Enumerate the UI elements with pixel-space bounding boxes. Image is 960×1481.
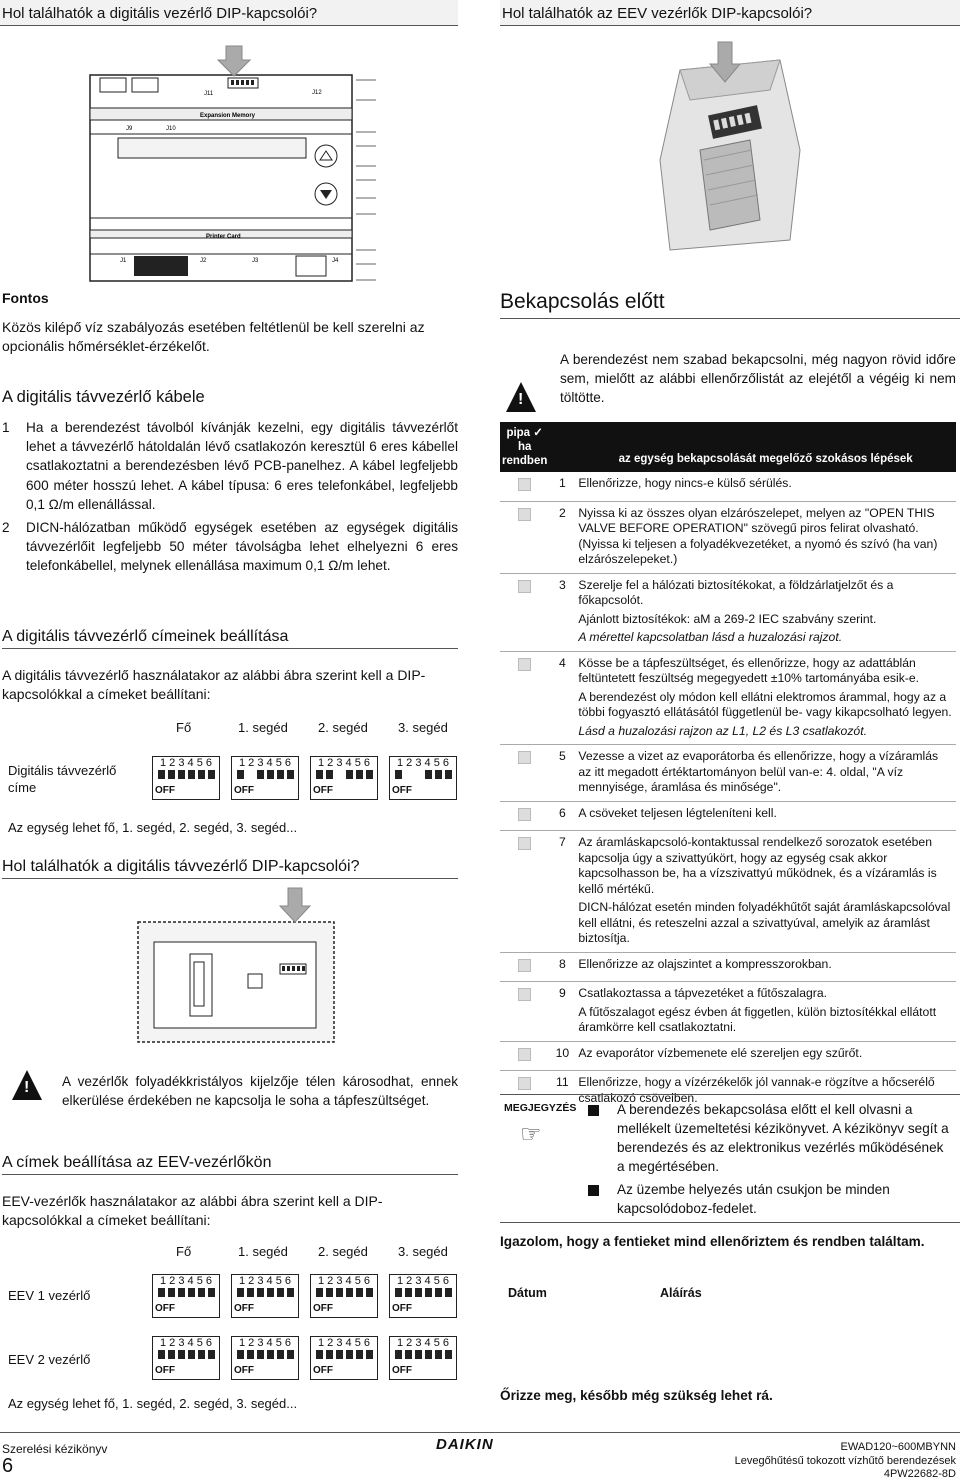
col2-fo: Fő: [176, 1244, 192, 1259]
j4-label: J4: [332, 258, 339, 264]
note-hand-icon: ☞: [520, 1121, 542, 1148]
step-4-checkbox[interactable]: [518, 658, 531, 671]
keep-text: Őrizze meg, később még szükség lehet rá.: [500, 1388, 773, 1403]
before-title: Bekapcsolás előtt: [500, 290, 960, 319]
dip-switch-slave2: 1 2 3 4 5 6 OFF: [310, 756, 378, 800]
footer-desc: Levegőhűtésű tokozott vízhűtő berendezések: [734, 1454, 956, 1467]
checklist-row: 6 A csöveket teljesen légteleníteni kell.: [500, 801, 956, 831]
footer-page-number: 6: [2, 1455, 14, 1477]
eev1-label: EEV 1 vezérlő: [8, 1288, 91, 1303]
footer-manual: Szerelési kézikönyv: [2, 1442, 108, 1456]
j1-label: J1: [120, 258, 127, 264]
dip-switch-slave3: 1 2 3 4 5 6 OFF: [389, 756, 457, 800]
unit-note-1: Az egység lehet fő, 1. segéd, 2. segéd, 3. segéd...: [8, 820, 298, 835]
footer-model: EWAD120~600MBYNN: [840, 1441, 956, 1453]
digital-row-label: Digitális távvezérlő címe: [8, 763, 117, 795]
j10-label: J10: [166, 126, 176, 132]
dip-headers-1: [150, 720, 460, 735]
warning-icon: [12, 1070, 42, 1100]
checklist-row: 1 Ellenőrizze, hogy nincs-e külső sérülés.: [500, 472, 956, 501]
footer-daikin-logo: DAIKIN: [436, 1436, 494, 1453]
eev1-dip-slave2: 1 2 3 4 5 6 OFF: [310, 1274, 378, 1318]
controller-board-diagram: [88, 42, 378, 284]
footer-divider: [0, 1432, 960, 1433]
step-1-checkbox[interactable]: [518, 478, 531, 491]
note-list: [588, 1100, 954, 1218]
dip-row-digital: [152, 756, 457, 800]
confirm-text: Igazolom, hogy a fentieket mind ellenőriztem és rendben találtam.: [500, 1234, 925, 1249]
cable-list: [2, 418, 458, 580]
footer-doc: 4PW22682-8D: [883, 1468, 956, 1480]
where-title-2: Hol találhatók a digitális távvezérlő DIP-kapcsolói?: [2, 858, 458, 879]
step-2-checkbox[interactable]: [518, 508, 531, 521]
eev2-dip-main: 1 2 3 4 5 6 OFF: [152, 1336, 220, 1380]
eev2-dip-slave2: 1 2 3 4 5 6 OFF: [310, 1336, 378, 1380]
dip-row-eev1: [152, 1274, 457, 1318]
j9-label: J9: [126, 126, 133, 132]
printer-card-label: Printer Card: [206, 234, 241, 240]
address-title: A digitális távvezérlő címeinek beállítása: [2, 628, 458, 649]
checklist-row: 2 Nyissa ki az összes olyan elzárószelepet, melyen az "OPEN THIS VALVE BEFORE OPERATION" szövegű piros felirat olvasható. (Nyissa ki teljesen a folyadékvezetéket, a nyomó és szívó (ha van) elzárószelepeket.): [500, 501, 956, 573]
remote-back-svg: [136, 884, 336, 1044]
eev2-dip-slave3: 1 2 3 4 5 6 OFF: [389, 1336, 457, 1380]
date-label: Dátum: [508, 1286, 547, 1300]
right-header-title: Hol találhatók az EEV vezérlők DIP-kapcsolói?: [502, 5, 813, 22]
checklist-row: 11 Ellenőrizze, hogy a vízérzékelők jól vannak-e rögzítve a hőcserélő csatlakozó csöveiben.: [500, 1071, 956, 1112]
col-2-seged: 2. segéd: [318, 720, 368, 735]
cable-item-2: 2 DICN-hálózatban működő egységek esetében az egységek digitális távvezérlőit legfeljebb 50 méter távolságba lehet elhelyezni 6 eres telefonkábellel, melynek ellenállása maximum 0,1 Ω/m lehet.: [2, 520, 458, 574]
step-9-checkbox[interactable]: [518, 988, 531, 1001]
checklist-row: 10 Az evaporátor vízbemenete elé szereljen egy szűrőt.: [500, 1041, 956, 1071]
checklist-row: 7 Az áramláskapcsoló-kontaktussal rendelkező sorozatok esetében kapcsolja úgy a szivattyúkört, hogy az egység csak akkor kapcsolhasson be, ha a vízszivattyú működnek, és a vízáramlás is kellő mértékű. DICN-hálózat esetén minden folyadékhűtőt saját áramláskapcsolóval kell ellátni, és reteszelni azzal a szivattyúval, amelyik az áramlást biztosítja.: [500, 831, 956, 953]
checklist-row: 5 Vezesse a vizet az evaporátorba és ellenőrizze, hogy a vízáramlás az itt megadott értéktartományon belül van-e: 4. oldal, "A víz mennyisége, áramlása és minősége".: [500, 745, 956, 802]
cable-title: A digitális távvezérlő kábele: [2, 388, 205, 406]
col-1-seged: 1. segéd: [238, 720, 288, 735]
checklist-col-steps: az egység bekapcsolását megelőző szokásos lépések: [618, 452, 913, 465]
step-3-checkbox[interactable]: [518, 580, 531, 593]
dip-switch-slave1: 1 2 3 4 5 6 OFF: [231, 756, 299, 800]
checklist-row: 9 Csatlakoztassa a tápvezetéket a fűtőszalagra. A fűtőszalagot egész évben át figgetlen, külön biztosítékkal ellátott áramkörre kell csatlakoztatni.: [500, 982, 956, 1042]
checklist-header: [500, 422, 956, 472]
checklist-row: 4 Kösse be a tápfeszültséget, és ellenőrizze, hogy az adattáblán feltüntetett feszültség megegyedett ±10% tartományába esik-e. A berendezést oly módon kell ellátni elektromos árammal, hogy az a többi fogyasztó ellátásától függetlenül be- vagy kikapcsolható legyen. Lásd a huzalozási rajzon az L1, L2 és L3 csatlakozót.: [500, 651, 956, 745]
cable-item-1: 1 Ha a berendezést távolból kívánják kezelni, egy digitális távvezérlőt lehet a távvezérlő hátoldalán lévő csatlakozón keresztül 6 eres kábellel csatlakoztatni a berendezésben lévő PCB-panelhez. A kábel legfeljebb 600 méter hosszú lehet. A kábel típusa: 6 eres telefonkábel, legfeljebb 0,1 Ω/m ellenállással.: [2, 420, 458, 512]
before-warning-text: A berendezést nem szabad bekapcsolni, még nagyon rövid időre sem, mielőtt az alábbi ellenőrzőlistát az elejétől a végéig ki nem töltötte.: [560, 352, 956, 405]
col-3-seged: 3. segéd: [398, 720, 448, 735]
eev-text: EEV-vezérlők használatakor az alábbi ábra szerint kell a DIP-kapcsolókkal a címeket beállítani:: [2, 1193, 383, 1228]
step-8-checkbox[interactable]: [518, 959, 531, 972]
controller-board-svg: [88, 42, 378, 284]
checklist-col-check: pipa ✓ ha rendben: [502, 427, 548, 467]
dip-headers-2: [150, 1244, 460, 1259]
checklist-row: 8 Ellenőrizze az olajszintet a kompresszorokban.: [500, 952, 956, 982]
step-11-checkbox[interactable]: [518, 1077, 531, 1090]
expansion-memory-label: Expansion Memory: [200, 113, 256, 119]
note-label: MEGJEGYZÉS: [504, 1102, 577, 1114]
step-5-checkbox[interactable]: [518, 751, 531, 764]
left-header-title: Hol találhatók a digitális vezérlő DIP-kapcsolói?: [2, 5, 318, 22]
fontos-title: Fontos: [2, 290, 49, 306]
eev1-dip-slave1: 1 2 3 4 5 6 OFF: [231, 1274, 299, 1318]
col2-3-seged: 3. segéd: [398, 1244, 448, 1259]
j3-label: J3: [252, 258, 259, 264]
step-10-checkbox[interactable]: [518, 1048, 531, 1061]
dip-row-eev2: [152, 1336, 457, 1380]
col2-1-seged: 1. segéd: [238, 1244, 288, 1259]
fontos-text: Közös kilépő víz szabályozás esetében feltétlenül be kell szerelni az opcionális hőmérséklet-érzékelőt.: [2, 319, 425, 354]
step-7-checkbox[interactable]: [518, 837, 531, 850]
eev-controller-image: [640, 40, 810, 258]
checklist-table: [500, 422, 956, 1111]
right-header: [500, 0, 960, 26]
j2-label: J2: [200, 258, 207, 264]
lcd-warning-text: A vezérlők folyadékkristályos kijelzője télen károsodhat, ennek elkerülése érdekében ne kapcsolja le soha a tápfeszültséget.: [62, 1074, 458, 1108]
dip-switch-main: 1 2 3 4 5 6 OFF: [152, 756, 220, 800]
eev2-label: EEV 2 vezérlő: [8, 1352, 91, 1367]
checklist-row: 3 Szerelje fel a hálózati biztosítékokat, a földzárlatjelzőt és a főkapcsolót. Ajánlott biztosítékok: aM a 269-2 IEC szabvány szerint. A mérettel kapcsolatban lásd a huzalozási rajzot.: [500, 573, 956, 651]
remote-back-diagram: [136, 884, 336, 1044]
eev2-dip-slave1: 1 2 3 4 5 6 OFF: [231, 1336, 299, 1380]
note-divider: [500, 1094, 960, 1095]
sign-label: Aláírás: [660, 1286, 702, 1300]
unit-note-2: Az egység lehet fő, 1. segéd, 2. segéd, 3. segéd...: [8, 1396, 298, 1411]
before-warning-icon: [506, 382, 536, 412]
note-item: A berendezés bekapcsolása előtt el kell olvasni a mellékelt üzemeltetési kézikönyvet. A kézikönyv segít a berendezés és az elektronikus vezérlés működésének a megértésében.: [588, 1100, 954, 1176]
j12-label: J12: [312, 90, 322, 96]
address-text: A digitális távvezérlő használatakor az alábbi ábra szerint kell a DIP-kapcsolókkal a címeket beállítani:: [2, 667, 426, 702]
eev-controller-svg: [640, 40, 810, 258]
checklist: [500, 422, 956, 1111]
col2-2-seged: 2. segéd: [318, 1244, 368, 1259]
eev1-dip-main: 1 2 3 4 5 6 OFF: [152, 1274, 220, 1318]
j11-label: J11: [204, 91, 214, 97]
confirm-divider: [500, 1222, 960, 1223]
footer-meta: [735, 1441, 956, 1481]
note-item: Az üzembe helyezés után csukjon be minden kapcsolódoboz-fedelet.: [588, 1180, 954, 1218]
step-6-checkbox[interactable]: [518, 808, 531, 821]
eev1-dip-slave3: 1 2 3 4 5 6 OFF: [389, 1274, 457, 1318]
eev-title: A címek beállítása az EEV-vezérlőkön: [2, 1154, 458, 1175]
left-header: [0, 0, 458, 26]
col-fo: Fő: [176, 720, 192, 735]
